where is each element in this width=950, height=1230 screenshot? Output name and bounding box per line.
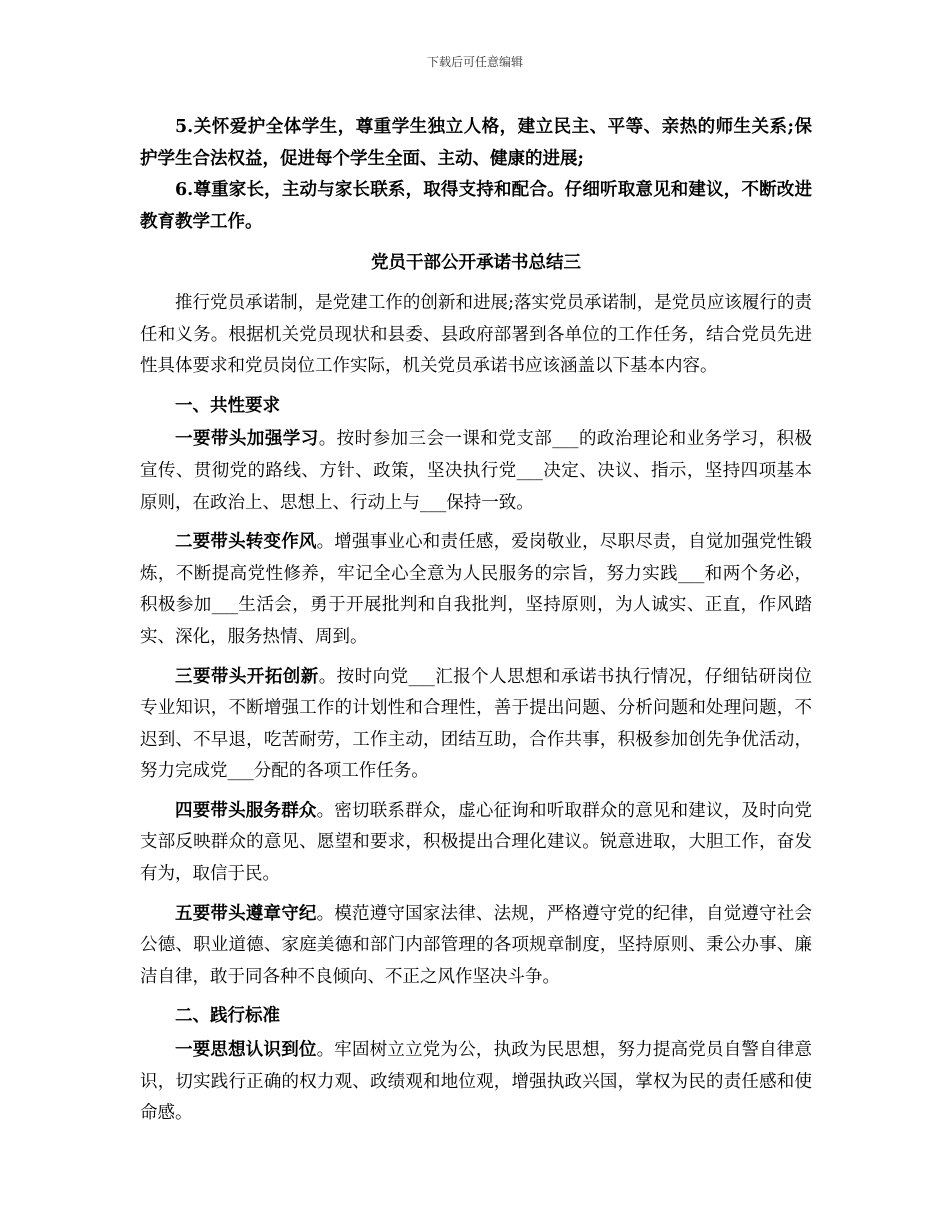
page-header: 下载后可任意编辑 [426, 55, 523, 69]
section1-item-3 [140, 662, 812, 788]
section1-item-5 [140, 899, 812, 994]
section1-item-2 [140, 527, 812, 653]
item-text: 。密切联系群众，虚心征询和听取群众的意见和建议，及时向党支部反映群众的意见、愿望和要求，积极提出合理化建议。锐意进取，大胆工作，奋发有为，取信于民。 [140, 800, 813, 885]
intro-item-6: 6.尊重家长，主动与家长联系，取得支持和配合。仔细听取意见和建议，不断改进教育教学工作。 [140, 180, 812, 232]
section1-item-4 [140, 796, 812, 891]
document-body [140, 112, 812, 1130]
intro-item-5: 5.关怀爱护全体学生，尊重学生独立人格，建立民主、平等、亲热的师生关系;保护学生合法权益，促进每个学生全面、主动、健康的进展; [140, 117, 812, 169]
section-heading-2: 二、践行标准 [175, 1006, 280, 1027]
item-text: 。按时向党___汇报个人思想和承诺书执行情况，仔细钻研岗位专业知识，不断增强工作的计划性和合理性，善于提出问题、分析问题和处理问题，不迟到、不早退，吃苦耐劳，工作主动，团结互助，合作共事，积极参加创先争优活动，努力完成党___分配的各项工作任务。 [140, 666, 813, 782]
item-lead: 五要带头遵章守纪 [175, 903, 317, 924]
item-lead: 一要思想认识到位 [175, 1040, 317, 1061]
item-lead: 三要带头开拓创新 [175, 666, 319, 687]
item-lead: 一要带头加强学习 [175, 429, 319, 450]
section1-item-1 [140, 424, 812, 519]
section2-item-1 [140, 1035, 812, 1130]
item-lead: 四要带头服务群众 [175, 800, 317, 821]
document-title: 党员干部公开承诺书总结三 [371, 253, 581, 274]
item-lead: 二要带头转变作风 [175, 532, 317, 553]
section-heading-1: 一、共性要求 [175, 395, 280, 416]
item-text: 。增强事业心和责任感，爱岗敬业，尽职尽责，自觉加强党性锻炼，不断提高党性修养，牢记全心全意为人民服务的宗旨，努力实践___和两个务必，积极参加___生活会，勇于开展批判和自我批判，坚持原则，为人诚实、正直，作风踏实、深化，服务热情、周到。 [140, 532, 813, 647]
lead-paragraph: 推行党员承诺制，是党建工作的创新和进展;落实党员承诺制，是党员应该履行的责任和义务。根据机关党员现状和县委、县政府部署到各单位的工作任务，结合党员先进性具体要求和党员岗位工作实际，机关党员承诺书应该涵盖以下基本内容。 [140, 292, 812, 377]
item-text: 。按时参加三会一课和党支部___的政治理论和业务学习，积极宣传、贯彻党的路线、方针、政策，坚决执行党___决定、决议、指示，坚持四项基本原则，在政治上、思想上、行动上与___保持一致。 [140, 429, 813, 513]
item-text: 。模范遵守国家法律、法规，严格遵守党的纪律，自觉遵守社会公德、职业道德、家庭美德和部门内部管理的各项规章制度，坚持原则、秉公办事、廉洁自律，敢于同各种不良倾向、不正之风作坚决斗争。 [140, 903, 813, 987]
item-text: 。牢固树立立党为公，执政为民思想，努力提高党员自警自律意识，切实践行正确的权力观、政绩观和地位观，增强执政兴国，掌权为民的责任感和使命感。 [140, 1040, 813, 1124]
